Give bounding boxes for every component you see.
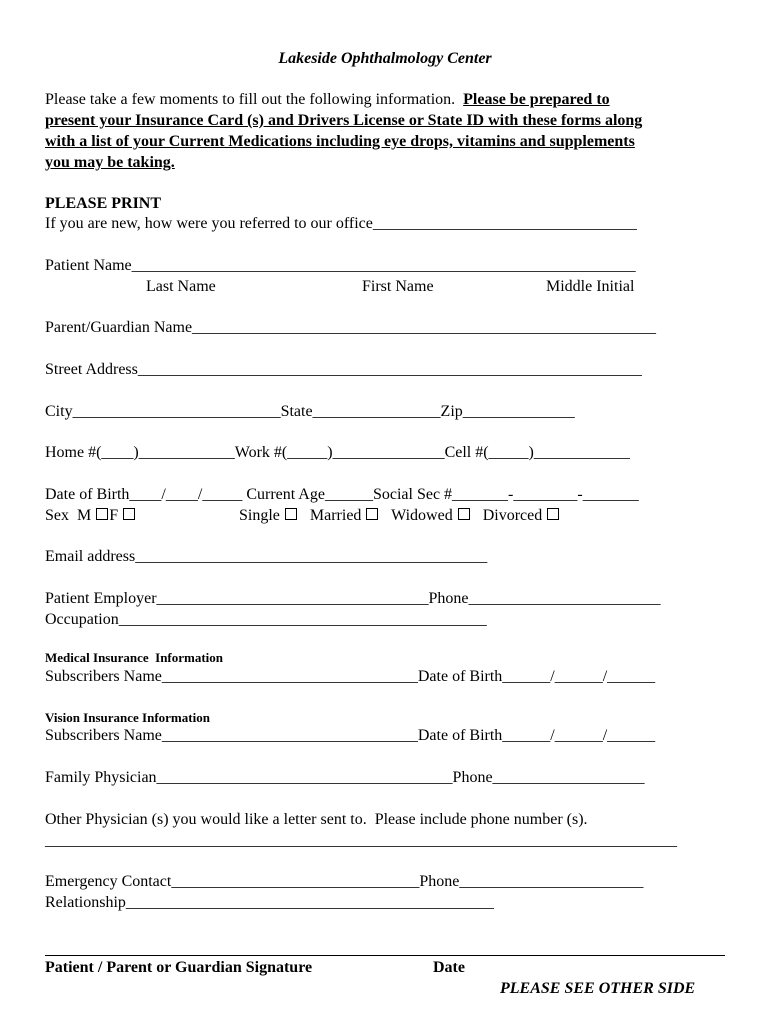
footer-note: PLEASE SEE OTHER SIDE [500, 980, 696, 997]
sex-f-label: F [109, 507, 119, 524]
referral-field[interactable]: If you are new, how were you referred to our office_________________________________ [45, 215, 637, 232]
marital-row [239, 506, 560, 526]
street-address-field[interactable]: Street Address_______________________________________________________________ [45, 361, 642, 378]
single-label: Single [239, 507, 280, 524]
single-checkbox[interactable] [285, 508, 297, 520]
sex-m-checkbox[interactable] [96, 508, 108, 520]
married-checkbox[interactable] [366, 508, 378, 520]
please-print-heading: PLEASE PRINT [45, 195, 162, 212]
employer-field[interactable]: Patient Employer__________________________________Phone________________________ [45, 590, 661, 607]
form-title: Lakeside Ophthalmology Center [278, 50, 492, 67]
family-physician-field[interactable]: Family Physician_____________________________________Phone___________________ [45, 769, 645, 786]
first-name-label: First Name [362, 278, 434, 295]
phone-numbers-field[interactable]: Home #(____)____________Work #(_____)______________Cell #(_____)____________ [45, 444, 630, 461]
guardian-name-field[interactable]: Parent/Guardian Name__________________________________________________________ [45, 319, 657, 336]
last-name-label: Last Name [146, 278, 216, 295]
other-physician-field[interactable]: _______________________________________________________________________________ [45, 832, 677, 849]
sex-m-label: M [77, 507, 92, 524]
intro-line-4: you may be taking. [45, 154, 175, 171]
patient-name-field[interactable]: Patient Name_______________________________________________________________ [45, 257, 636, 274]
widowed-label: Widowed [391, 507, 453, 524]
vision-subscriber-field[interactable]: Subscribers Name________________________________Date of Birth______/______/______ [45, 727, 656, 744]
vision-insurance-heading: Vision Insurance Information [45, 710, 210, 725]
relationship-field[interactable]: Relationship______________________________________________ [45, 894, 494, 911]
emergency-contact-field[interactable]: Emergency Contact_______________________________Phone_______________________ [45, 873, 644, 890]
dob-age-ssn-field[interactable]: Date of Birth____/____/_____ Current Age______Social Sec #_______-________-_______ [45, 486, 639, 503]
intro-line-3: with a list of your Current Medications including eye drops, vitamins and supplements [45, 133, 635, 150]
medical-insurance-heading: Medical Insurance Information [45, 650, 224, 665]
middle-initial-label: Middle Initial [546, 278, 635, 295]
married-label: Married [309, 507, 362, 524]
sex-row [45, 506, 136, 526]
divorced-label: Divorced [482, 507, 543, 524]
intro-text: Please take a few moments to fill out the following information. [45, 91, 464, 108]
divorced-checkbox[interactable] [547, 508, 559, 520]
intro-bold-1: Please be prepared to [463, 91, 610, 108]
city-state-zip-field[interactable]: City__________________________State________________Zip______________ [45, 403, 575, 420]
widowed-checkbox[interactable] [458, 508, 470, 520]
sex-label: Sex [45, 507, 69, 524]
signature-label: Patient / Parent or Guardian Signature [45, 959, 313, 976]
other-physician-prompt: Other Physician (s) you would like a letter sent to. Please include phone number (s). [45, 811, 588, 828]
email-field[interactable]: Email address____________________________________________ [45, 548, 488, 565]
intro-line-2: present your Insurance Card (s) and Drivers License or State ID with these forms along [45, 112, 643, 129]
sex-f-checkbox[interactable] [123, 508, 135, 520]
date-label: Date [433, 959, 465, 976]
intro-line-1 [45, 90, 610, 110]
signature-line[interactable] [45, 955, 725, 956]
medical-subscriber-field[interactable]: Subscribers Name________________________________Date of Birth______/______/______ [45, 668, 656, 685]
occupation-field[interactable]: Occupation______________________________________________ [45, 611, 487, 628]
